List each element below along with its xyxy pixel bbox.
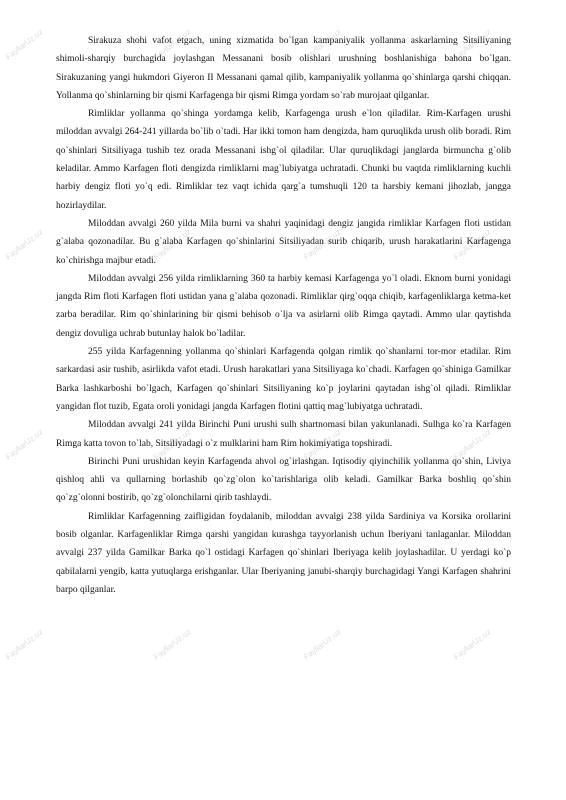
paragraph: 255 yilda Karfagenning yollanma qo`shinlari Karfagenda qolgan rimlik qo`shanlarni tor-mor etadilar. Rim sarkardasi asir tushib, asirlikda vafot etadi. Urush harakatlari yana Sitsiliyaga ko`chadi. Karfagen qo`shiniga Gamilkar Barka lashkarboshi bo`lgach, Karfagen qo`shinlari Sitsiliyaning ko`p joylarini qaytadan ishg`ol qiladi. Rimliklar yangidan flot tuzib, Egata oroli yonidagi jangda Karfagen flotini qattiq mag`lubiyatga uchratadi. <box>56 347 511 412</box>
watermark-text: FayllarUz.uz <box>3 627 45 662</box>
paragraph: Rimliklar yollanma qo`shinga yordamga kelib, Karfagenga urush e`lon qiladilar. Rim-Karfagen urushi miloddan avvalgi 264-241 yillarda bo`lib o`tadi. Har ikki tomon ham dengizda, ham quruqlikda urush olib boradi. Rim qo`shinlari Sitsiliyaga tushib tez orada Messanani ishg`ol qiladilar. Ular quruqlikdagi janglarda birmuncha g`olib keladilar. Ammo Karfagen floti dengizda rimliklarni mag`lubiyatga uchratadi. Chunki bu vaqtda rimliklarning kuchli harbiy dengiz floti yo`q edi. Rimliklar tez vaqt ichida qarg`a tumshuqli 120 ta harsbiy kemani jihozlab, jangga hozirlaydilar. <box>56 109 511 211</box>
watermark-text: FayllarUz.uz <box>151 227 193 262</box>
watermark-text: FayllarUz.uz <box>451 427 493 462</box>
document-body <box>56 32 511 599</box>
watermark-text: FayllarUz.uz <box>3 427 45 462</box>
watermark-text: FayllarUz.uz <box>301 27 343 62</box>
watermark-text: FayllarUz.uz <box>301 627 343 662</box>
paragraph: Miloddan avvalgi 256 yilda rimliklarning 360 ta harbiy kemasi Karfagenga yo`l oladi. Eknom burni yonidagi jangda Rim floti Karfagen floti ustidan yana g`alaba qozonadi. Rimliklar qirg`oqqa chiqib, karfagenliklarga ketma-ket zarba beradilar. Rim qo`shinlarining bir qismi behisob o`lja va asirlarni olib Rimga qaytadi. Ammo ular qaytishda dengiz dovuliga uchrab butunlay halok bo`ladilar. <box>56 273 511 339</box>
paragraph: Miloddan avvalgi 260 yilda Mila burni va shahri yaqinidagi dengiz jangida rimliklar Karfagen floti ustidan g`alaba qozonadilar. Bu g`alaba Karfagen qo`shinlarini Sitsiliyadan surib chiqarib, urush harakatlarini Karfagenga ko`chirishga majbur etadi. <box>56 218 511 266</box>
watermark-text: FayllarUz.uz <box>301 227 343 262</box>
paragraph: Birinchi Puni urushidan keyin Karfagenda ahvol og`irlashgan. Iqtisodiy qiyinchilik yollanma qo`shin, Liviya qishloq ahli va qullarning borlashib qo`zg`olon ko`tarishlariga olib keladi. Gamilkar Barka boshliq qo`shin qo`zg`olonni bostirib, qo`zg`olonchilarni qirib tashlaydi. <box>56 456 511 504</box>
watermark-text: FayllarUz.uz <box>451 27 493 62</box>
paragraph: Miloddan avvalgi 241 yilda Birinchi Puni urushi sulh shartnomasi bilan yakunlanadi. Sulhga ko`ra Karfagen Rimga katta tovon to`lab, Sitsiliyadagi o`z mulklarini ham Rim hokimiyatiga topshiradi. <box>56 420 511 449</box>
watermark-text: FayllarUz.uz <box>451 227 493 262</box>
watermark-text: FayllarUz.uz <box>3 27 45 62</box>
watermark-text: FayllarUz.uz <box>151 27 193 62</box>
watermark-text: FayllarUz.uz <box>3 227 45 262</box>
watermark-text: FayllarUz.uz <box>301 427 343 462</box>
paragraph: Sirakuza shohi vafot etgach, uning xizmatida bo`lgan kampaniyalik yollanma askarlarning Sitsiliyaning shimoli-sharqiy burchagida joylashgan Messanani bosib olishlari urushning boshlanishiga bahona bo`lgan. Sirakuzaning yangi hukmdori Giyeron II Messanani qamal qilib, kampaniyalik yollanma qo`shinlarga qarshi chiqqan. Yollanma qo`shinlarning bir qismi Karfagenga bir qismi Rimga yordam so`rab murojaat qilganlar. <box>56 36 511 101</box>
paragraph: Rimliklar Karfagenning zaifligidan foydalanib, miloddan avvalgi 238 yilda Sardiniya va Korsika orollarini bosib olganlar. Karfagenliklar Rimga qarshi yangidan kurashga tayyorlanish uchun Iberiyani tanlaganlar. Miloddan avvalgi 237 yilda Gamilkar Barka qo`l ostidagi Karfagen qo`shinlari Iberiyaga kelib joylashadilar. U yerdagi ko`p qabilalarni yengib, katta yutuqlarga erishganlar. Ular Iberiyaning janubi-sharqiy burchagidagi Yangi Karfagen shahrini barpo qilganlar. <box>56 511 511 595</box>
watermark-text: FayllarUz.uz <box>451 627 493 662</box>
watermark-text: FayllarUz.uz <box>151 627 193 662</box>
watermark-text: FayllarUz.uz <box>151 427 193 462</box>
